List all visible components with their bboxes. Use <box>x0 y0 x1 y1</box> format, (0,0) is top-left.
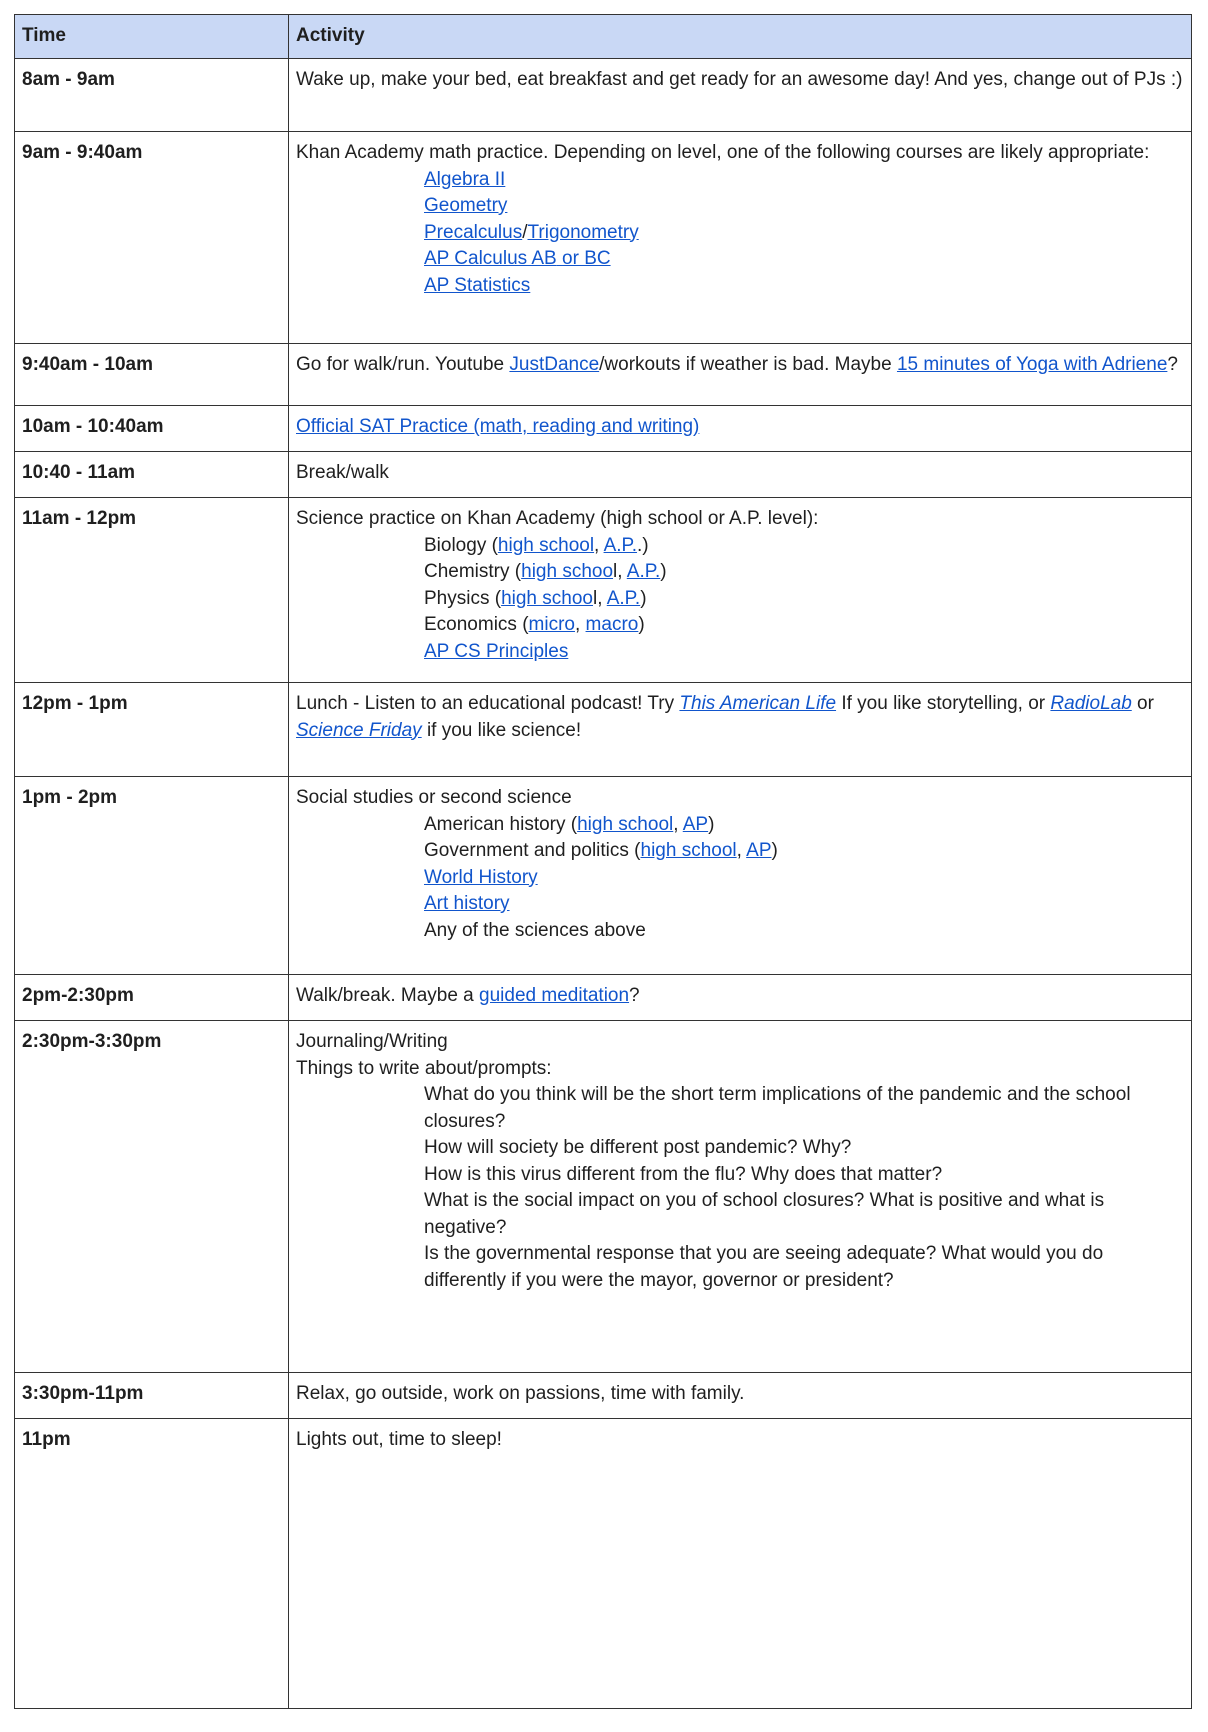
course-suffix: ) <box>638 614 645 635</box>
chemistry-hs-link[interactable]: high schoo <box>521 561 614 582</box>
this-american-life-link[interactable]: This American Life <box>679 693 837 714</box>
physics-ap-link[interactable]: A.P. <box>606 587 641 609</box>
activity-intro: Science practice on Khan Academy (high school or A.P. level): <box>296 508 819 529</box>
time-cell: 8am - 9am <box>15 59 289 132</box>
course-text: l <box>592 587 598 609</box>
activity-intro: Khan Academy math practice. Depending on level, one of the following courses are likely appropriate: <box>296 142 1150 163</box>
precalculus-link[interactable]: Precalculus <box>424 221 523 243</box>
geometry-link[interactable]: Geometry <box>424 195 508 216</box>
chemistry-ap-link[interactable]: A.P. <box>626 561 661 582</box>
calculus-line <box>424 246 1184 273</box>
course-text: l <box>613 561 618 582</box>
prompt-item: Is the governmental response that you are seeing adequate? What would you do differently if you were the mayor, governor or president? <box>424 1243 1104 1291</box>
american-history-ap-link[interactable]: AP <box>682 813 709 835</box>
biology-line <box>424 533 1184 560</box>
separator: , <box>617 561 627 582</box>
time-cell: 11pm <box>15 1419 289 1709</box>
header-row <box>15 15 1192 59</box>
course-suffix: ) <box>640 587 647 609</box>
separator: , <box>574 614 586 635</box>
activity-cell: Break/walk <box>289 452 1192 498</box>
time-cell: 11am - 12pm <box>15 498 289 683</box>
activity-cell <box>289 406 1192 452</box>
table-row <box>15 975 1192 1021</box>
math-course-list <box>296 167 1184 300</box>
time-cell: 1pm - 2pm <box>15 777 289 975</box>
science-friday-link[interactable]: Science Friday <box>296 719 422 741</box>
sat-practice-link[interactable]: Official SAT Practice (math, reading and writing) <box>296 416 700 437</box>
course-suffix: ) <box>771 840 778 861</box>
table-row <box>15 1021 1192 1373</box>
table-row <box>15 777 1192 975</box>
calculus-bc-link[interactable]: or BC <box>562 248 611 269</box>
biology-hs-link[interactable]: high school <box>497 534 595 556</box>
slash-separator: / <box>522 221 528 243</box>
separator: , <box>597 587 607 609</box>
trigonometry-link[interactable]: Trigonometry <box>527 221 639 243</box>
precalc-trig-line <box>424 220 1184 247</box>
table-row <box>15 1373 1192 1419</box>
activity-cell: Relax, go outside, work on passions, time with family. <box>289 1373 1192 1419</box>
calculus-ab-link[interactable]: AP Calculus AB <box>424 248 557 269</box>
prompt-item: What is the social impact on you of school closures? What is positive and what is negative? <box>424 1190 1105 1238</box>
social-studies-list <box>296 812 1184 945</box>
course-suffix: ) <box>660 561 667 582</box>
prompt-item: How is this virus different from the flu? Why does that matter? <box>424 1163 943 1185</box>
activity-cell <box>289 975 1192 1021</box>
journaling-title: Journaling/Writing <box>296 1031 448 1052</box>
table-row <box>15 406 1192 452</box>
time-cell: 10:40 - 11am <box>15 452 289 498</box>
art-history-link[interactable]: Art history <box>424 893 510 914</box>
american-history-line <box>424 812 1184 839</box>
algebra-link[interactable]: Algebra II <box>424 168 506 190</box>
activity-text: Lunch - Listen to an educational podcast! Try <box>296 693 680 714</box>
justdance-link[interactable]: JustDance <box>509 354 600 375</box>
table-row <box>15 1419 1192 1709</box>
science-course-list <box>296 533 1184 666</box>
table-row <box>15 59 1192 132</box>
prompt-item: How will society be different post pandemic? Why? <box>424 1137 852 1158</box>
time-cell: 2pm-2:30pm <box>15 975 289 1021</box>
activity-text: Go for walk/run. Youtube <box>296 354 510 375</box>
economics-line <box>424 612 1184 639</box>
separator: , <box>673 813 683 835</box>
time-cell: 9:40am - 10am <box>15 344 289 406</box>
activity-text: If you like storytelling, or <box>836 693 1051 714</box>
physics-hs-link[interactable]: high schoo <box>501 587 593 609</box>
physics-line <box>424 586 1184 613</box>
any-sciences-text: Any of the sciences above <box>424 919 646 941</box>
course-label: Biology ( <box>424 534 498 556</box>
radiolab-link[interactable]: RadioLab <box>1050 693 1132 714</box>
schedule-table <box>14 14 1192 1709</box>
prompt-list <box>296 1082 1184 1294</box>
course-label: Chemistry ( <box>424 561 522 582</box>
activity-cell <box>289 777 1192 975</box>
table-row <box>15 498 1192 683</box>
activity-intro: Social studies or second science <box>296 787 572 808</box>
ap-cs-principles-link[interactable]: AP CS Principles <box>424 640 569 662</box>
government-ap-link[interactable]: AP <box>746 840 772 861</box>
activity-cell <box>289 683 1192 777</box>
separator: , <box>736 840 747 861</box>
micro-link[interactable]: micro <box>528 614 575 635</box>
time-header: Time <box>15 15 289 59</box>
activity-text: ? <box>629 985 640 1006</box>
activity-text: ? <box>1167 354 1178 375</box>
government-line <box>424 838 1184 865</box>
time-cell: 10am - 10:40am <box>15 406 289 452</box>
biology-ap-link[interactable]: A.P. <box>603 534 638 556</box>
course-suffix: ) <box>708 813 715 835</box>
yoga-link[interactable]: 15 minutes of Yoga with Adriene <box>896 354 1168 375</box>
world-history-link[interactable]: World History <box>424 866 538 888</box>
activity-header: Activity <box>289 15 1192 59</box>
table-row <box>15 452 1192 498</box>
activity-cell: Wake up, make your bed, eat breakfast and get ready for an awesome day! And yes, change out of PJs :) <box>289 59 1192 132</box>
activity-cell <box>289 498 1192 683</box>
time-cell: 2:30pm-3:30pm <box>15 1021 289 1373</box>
course-label: Government and politics ( <box>424 840 641 861</box>
statistics-link[interactable]: AP Statistics <box>424 274 531 296</box>
separator: , <box>594 534 604 556</box>
activity-cell: Lights out, time to sleep! <box>289 1419 1192 1709</box>
table-row <box>15 683 1192 777</box>
activity-cell <box>289 344 1192 406</box>
activity-text: Walk/break. Maybe a <box>296 985 480 1006</box>
macro-link[interactable]: macro <box>585 614 639 635</box>
time-cell: 9am - 9:40am <box>15 132 289 344</box>
american-history-hs-link[interactable]: high school <box>577 813 674 835</box>
activity-cell <box>289 1021 1192 1373</box>
government-hs-link[interactable]: high school <box>640 840 737 861</box>
prompts-label: Things to write about/prompts: <box>296 1057 552 1079</box>
activity-cell <box>289 132 1192 344</box>
course-label: Economics ( <box>424 614 529 635</box>
table-row <box>15 344 1192 406</box>
guided-meditation-link[interactable]: guided meditation <box>479 985 630 1006</box>
course-suffix: .) <box>637 534 649 556</box>
activity-text: or <box>1131 693 1154 714</box>
activity-text: /workouts if weather is bad. Maybe <box>599 354 897 375</box>
course-label: Physics ( <box>424 587 502 609</box>
table-row <box>15 132 1192 344</box>
activity-text: if you like science! <box>421 719 582 741</box>
prompt-item: What do you think will be the short term implications of the pandemic and the school closures? <box>424 1084 1131 1132</box>
course-label: American history ( <box>424 813 578 835</box>
chemistry-line <box>424 559 1184 586</box>
time-cell: 12pm - 1pm <box>15 683 289 777</box>
time-cell: 3:30pm-11pm <box>15 1373 289 1419</box>
